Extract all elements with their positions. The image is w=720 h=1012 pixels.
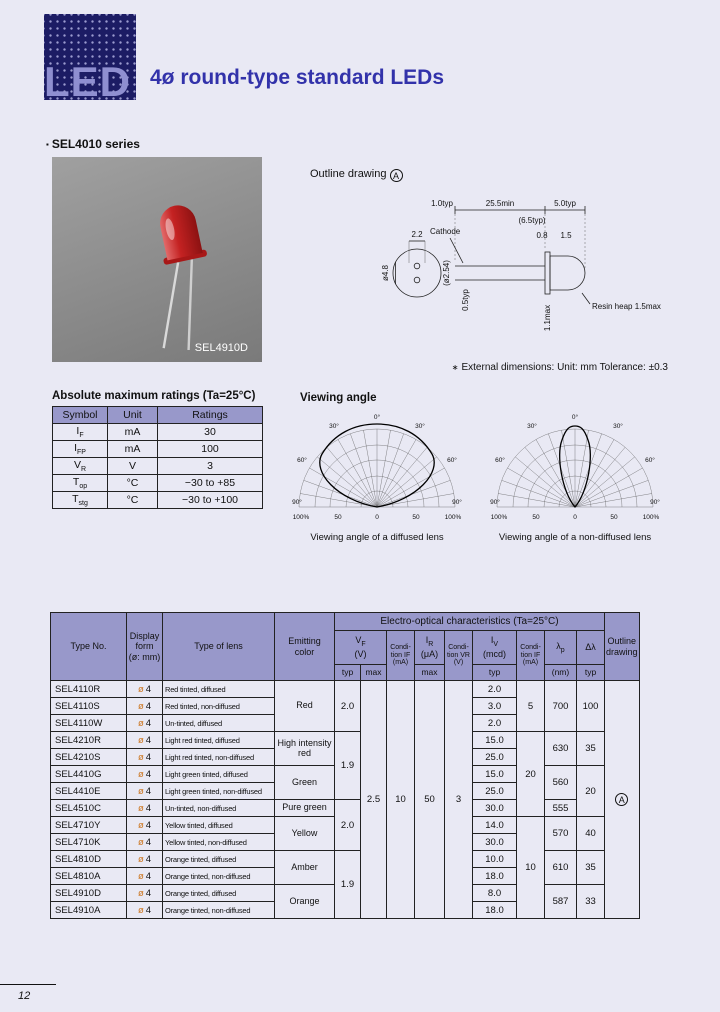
outline-drawing-svg [292, 188, 672, 360]
svg-text:90°: 90° [650, 499, 660, 506]
lambda-p-cell: 570 [545, 817, 577, 851]
circled-a: A [390, 169, 403, 182]
abs-max-title: Absolute maximum ratings (Ta=25°C) [52, 390, 256, 402]
type-no-cell: SEL4110R [51, 681, 127, 698]
display-form-cell: ø 4 [127, 715, 163, 732]
subheader-typ: typ [335, 665, 361, 681]
section-marker-icon: ▪ [46, 140, 49, 149]
iv-cell: 15.0 [473, 766, 517, 783]
cond-if2-cell: 10 [517, 817, 545, 919]
col-header-symbol: Symbol [53, 407, 108, 424]
lens-cell: Orange tinted, diffused [163, 885, 275, 902]
type-no-cell: SEL4410G [51, 766, 127, 783]
lens-cell: Orange tinted, non-diffused [163, 868, 275, 885]
table-row [51, 732, 640, 749]
color-cell: Amber [275, 851, 335, 885]
rating-cell: −30 to +100 [158, 492, 263, 509]
lens-cell: Light red tinted, diffused [163, 732, 275, 749]
photo-caption: SEL4910D [194, 342, 248, 354]
cond-if2-cell: 20 [517, 732, 545, 817]
display-form-cell: ø 4 [127, 783, 163, 800]
ir-max-cell: 50 [415, 681, 445, 919]
table-row [51, 851, 640, 868]
iv-cell: 18.0 [473, 868, 517, 885]
lambda-p-cell: 610 [545, 851, 577, 885]
col-header-cond-if2: Condi- tion IF (mA) [517, 631, 545, 681]
display-form-cell: ø 4 [127, 834, 163, 851]
iv-cell: 14.0 [473, 817, 517, 834]
col-header-lens: Type of lens [163, 613, 275, 681]
display-form-cell: ø 4 [127, 681, 163, 698]
svg-text:0°: 0° [373, 414, 381, 421]
footer-rule [0, 984, 56, 985]
col-header-cond-vr: Condi- tion VR (V) [445, 631, 473, 681]
unit-cell: °C [108, 475, 158, 492]
type-no-cell: SEL4210S [51, 749, 127, 766]
delta-lambda-cell: 40 [577, 817, 605, 851]
svg-text:30°: 30° [329, 423, 339, 430]
iv-cell: 10.0 [473, 851, 517, 868]
svg-text:0°: 0° [571, 414, 579, 421]
svg-text:60°: 60° [447, 457, 457, 464]
col-header-ratings: Ratings [158, 407, 263, 424]
color-cell: Yellow [275, 817, 335, 851]
col-header-unit: Unit [108, 407, 158, 424]
svg-text:30°: 30° [415, 423, 425, 430]
svg-text:60°: 60° [645, 457, 655, 464]
type-no-cell: SEL4810D [51, 851, 127, 868]
viewing-angle-nondiffused-plot [490, 410, 660, 522]
type-no-cell: SEL4210R [51, 732, 127, 749]
table-row [53, 424, 263, 441]
svg-text:100%: 100% [444, 514, 462, 521]
diffused-plot-caption: Viewing angle of a diffused lens [310, 532, 444, 543]
display-form-cell: ø 4 [127, 902, 163, 919]
svg-text:0: 0 [375, 514, 379, 521]
rating-cell: 30 [158, 424, 263, 441]
nondiffused-plot-caption: Viewing angle of a non-diffused lens [498, 532, 652, 543]
unit-cell: mA [108, 424, 158, 441]
delta-lambda-cell: 33 [577, 885, 605, 919]
svg-text:100%: 100% [642, 514, 660, 521]
diameter-symbol: ø [137, 683, 144, 695]
display-form-cell: ø 4 [127, 698, 163, 715]
lambda-p-cell: 555 [545, 800, 577, 817]
iv-cell: 30.0 [473, 800, 517, 817]
circled-a: A [615, 793, 628, 806]
svg-text:90°: 90° [292, 499, 302, 506]
table-header-row [51, 613, 640, 631]
type-no-cell: SEL4110S [51, 698, 127, 715]
table-row [53, 458, 263, 475]
svg-text:100%: 100% [490, 514, 508, 521]
lens-cell: Red tinted, diffused [163, 681, 275, 698]
outline-drawing-title: Outline drawing [310, 168, 387, 180]
svg-text:60°: 60° [495, 457, 505, 464]
col-header-vf: $V_F$ (V) [335, 631, 387, 665]
col-header-iv: $I_V$ (mcd) [473, 631, 517, 665]
iv-cell: 2.0 [473, 715, 517, 732]
dim-front-width: 2.2 [411, 230, 423, 239]
subheader-max: max [361, 665, 387, 681]
vf-typ-cell: 2.0 [335, 681, 361, 732]
lens-cell: Yellow tinted, non-diffused [163, 834, 275, 851]
svg-text:0: 0 [573, 514, 577, 521]
color-cell: High intensity red [275, 732, 335, 766]
display-form-cell: ø 4 [127, 749, 163, 766]
led-logo-text: LED [44, 58, 131, 105]
dimensions-note [0, 362, 668, 373]
lens-cell: Light red tinted, non-diffused [163, 749, 275, 766]
rating-cell: 3 [158, 458, 263, 475]
symbol-cell: $T_{stg}$ [53, 492, 108, 509]
col-header-delta-lambda: Δλ [577, 631, 605, 665]
rating-cell: 100 [158, 441, 263, 458]
display-form-cell: ø 4 [127, 851, 163, 868]
outline-drawing [292, 188, 672, 365]
table-header-row [53, 407, 263, 424]
svg-text:50: 50 [610, 514, 618, 521]
dim-diameter: ø4.8 [381, 264, 390, 282]
rating-cell: −30 to +85 [158, 475, 263, 492]
type-no-cell: SEL4710Y [51, 817, 127, 834]
lambda-p-cell: 587 [545, 885, 577, 919]
viewing-angle-title: Viewing angle [300, 392, 377, 404]
type-no-cell: SEL4910D [51, 885, 127, 902]
col-header-outline: Outline drawing [605, 613, 640, 681]
dimensions-note-text: External dimensions: Unit: mm Tolerance: ±0.3 [461, 362, 668, 373]
vf-typ-cell: 1.9 [335, 732, 361, 800]
lens-cell: Un-tinted, non-diffused [163, 800, 275, 817]
vf-typ-cell: 1.9 [335, 851, 361, 919]
svg-text:60°: 60° [297, 457, 307, 464]
cond-if2-cell: 5 [517, 681, 545, 732]
iv-cell: 15.0 [473, 732, 517, 749]
symbol-cell: $I_F$ [53, 424, 108, 441]
display-form-cell: ø 4 [127, 732, 163, 749]
vf-max-cell: 2.5 [361, 681, 387, 919]
symbol-cell: $I_{FP}$ [53, 441, 108, 458]
table-row [53, 475, 263, 492]
svg-text:30°: 30° [527, 423, 537, 430]
abs-max-table [52, 406, 263, 509]
iv-cell: 8.0 [473, 885, 517, 902]
series-heading [46, 137, 140, 151]
col-header-cond-if1: Condi- tion IF (mA) [387, 631, 415, 681]
lambda-p-cell: 560 [545, 766, 577, 800]
svg-text:90°: 90° [452, 499, 462, 506]
outline-ref-cell [605, 681, 640, 919]
resin-heap-label: Resin heap 1.5max [592, 302, 661, 311]
lambda-p-cell: 630 [545, 732, 577, 766]
page-title: 4ø round-type standard LEDs [150, 66, 445, 89]
table-row [53, 492, 263, 509]
lens-cell: Yellow tinted, diffused [163, 817, 275, 834]
dim-lead-length: 25.5min [485, 199, 515, 208]
svg-text:30°: 30° [613, 423, 623, 430]
type-no-cell: SEL4110W [51, 715, 127, 732]
symbol-cell: $T_{op}$ [53, 475, 108, 492]
lens-cell: Orange tinted, diffused [163, 851, 275, 868]
led-logo [44, 14, 136, 105]
col-header-ir: $I_R$ (μA) [415, 631, 445, 665]
display-form-cell: ø 4 [127, 885, 163, 902]
delta-lambda-cell: 20 [577, 766, 605, 817]
color-cell: Pure green [275, 800, 335, 817]
table-row [51, 800, 640, 817]
dim-body-length: 5.0typ [554, 199, 576, 208]
svg-text:50: 50 [532, 514, 540, 521]
svg-text:90°: 90° [490, 499, 500, 506]
display-form-cell: ø 4 [127, 766, 163, 783]
svg-text:100%: 100% [292, 514, 310, 521]
cathode-label: Cathode [430, 227, 461, 236]
lens-cell: Light green tinted, non-diffused [163, 783, 275, 800]
col-header-color: Emitting color [275, 613, 335, 681]
viewing-angle-diffused-plot [292, 410, 462, 522]
eo-group-title: Electro-optical characteristics (Ta=25°C) [335, 613, 605, 631]
iv-cell: 18.0 [473, 902, 517, 919]
iv-cell: 2.0 [473, 681, 517, 698]
dim-pin-pitch: (ø2.54) [442, 260, 451, 286]
lens-cell: Light green tinted, diffused [163, 766, 275, 783]
led-photo-illustration [52, 157, 262, 362]
lens-cell: Red tinted, non-diffused [163, 698, 275, 715]
unit-cell: °C [108, 492, 158, 509]
cond-if1-cell: 10 [387, 681, 415, 919]
svg-text:50: 50 [334, 514, 342, 521]
table-row [51, 681, 640, 698]
dim-flange2: 1.5 [560, 231, 572, 240]
iv-cell: 30.0 [473, 834, 517, 851]
vf-typ-cell: 2.0 [335, 800, 361, 851]
display-form-cell: ø 4 [127, 868, 163, 885]
delta-lambda-cell: 35 [577, 732, 605, 766]
lens-cell: Orange tinted, non-diffused [163, 902, 275, 919]
page-number: 12 [18, 990, 31, 1002]
dim-lead-thickness: 0.5typ [461, 289, 470, 311]
dim-lead-pitch: 1.0typ [431, 199, 453, 208]
display-form-cell: ø 4 [127, 817, 163, 834]
dim-flange1: 0.8 [536, 231, 548, 240]
subheader-typ: typ [473, 665, 517, 681]
color-cell: Orange [275, 885, 335, 919]
note-marker-icon: ∗ [451, 363, 459, 372]
type-no-cell: SEL4710K [51, 834, 127, 851]
color-cell: Red [275, 681, 335, 732]
type-no-cell: SEL4910A [51, 902, 127, 919]
unit-cell: V [108, 458, 158, 475]
outline-drawing-label [310, 168, 403, 182]
lambda-p-cell: 700 [545, 681, 577, 732]
delta-lambda-cell: 100 [577, 681, 605, 732]
type-no-cell: SEL4510C [51, 800, 127, 817]
type-no-cell: SEL4410E [51, 783, 127, 800]
iv-cell: 25.0 [473, 783, 517, 800]
dim-standoff: 1.1max [543, 304, 552, 332]
display-form-cell: ø 4 [127, 800, 163, 817]
cond-vr-cell: 3 [445, 681, 473, 919]
svg-text:50: 50 [412, 514, 420, 521]
table-row [53, 441, 263, 458]
col-header-type-no: Type No. [51, 613, 127, 681]
iv-cell: 3.0 [473, 698, 517, 715]
dim-inner: (6.5typ) [518, 216, 546, 225]
subheader-nm: (nm) [545, 665, 577, 681]
delta-lambda-cell: 35 [577, 851, 605, 885]
subheader-max: max [415, 665, 445, 681]
lens-cell: Un-tinted, diffused [163, 715, 275, 732]
type-no-cell: SEL4810A [51, 868, 127, 885]
col-header-display-form: Display form (ø: mm) [127, 613, 163, 681]
color-cell: Green [275, 766, 335, 800]
eo-table [50, 612, 640, 919]
symbol-cell: $V_R$ [53, 458, 108, 475]
col-header-lambda-p: $\lambda_p$ [545, 631, 577, 665]
series-title: SEL4010 series [51, 137, 140, 151]
subheader-typ: typ [577, 665, 605, 681]
unit-cell: mA [108, 441, 158, 458]
led-photo [52, 157, 262, 362]
iv-cell: 25.0 [473, 749, 517, 766]
